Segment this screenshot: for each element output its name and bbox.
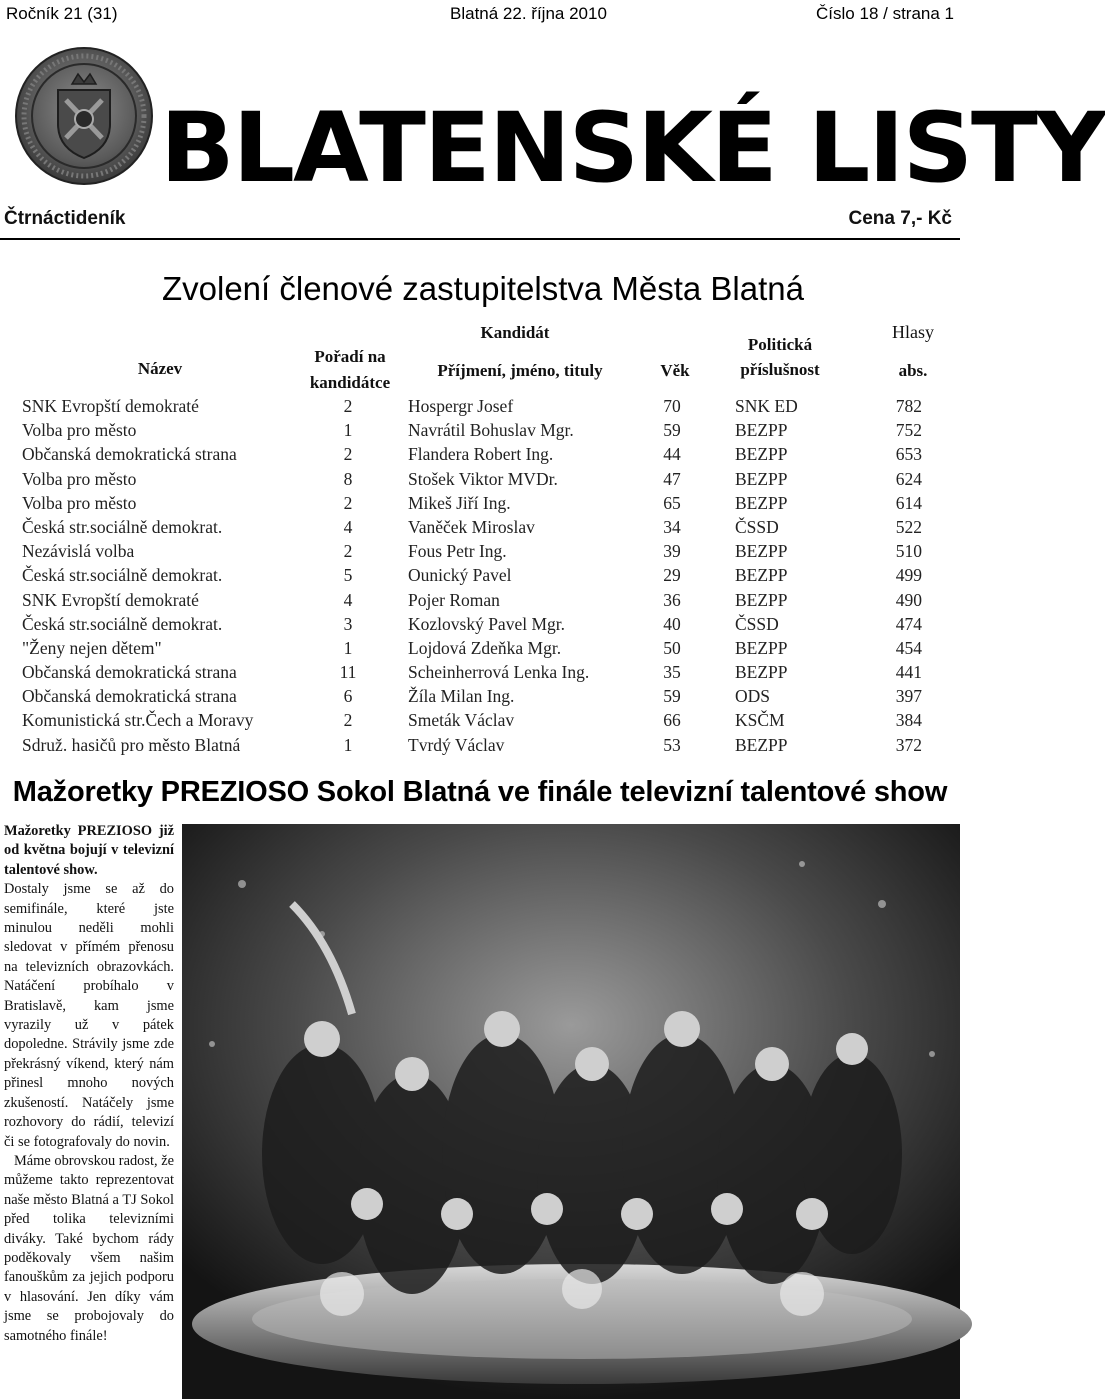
cell-name: Pojer Roman bbox=[408, 589, 500, 610]
header-divider bbox=[0, 238, 960, 240]
table-row bbox=[0, 590, 960, 614]
cell-age: 36 bbox=[663, 589, 681, 610]
cell-party: Nezávislá volba bbox=[22, 541, 135, 562]
cell-name: Tvrdý Václav bbox=[408, 734, 505, 755]
table-row bbox=[0, 541, 960, 565]
header-affiliation-line1: Politická bbox=[747, 335, 813, 354]
cell-votes: 397 bbox=[895, 686, 922, 707]
volume-label: Ročník 21 (31) bbox=[6, 4, 118, 23]
cell-affiliation: BEZPP bbox=[735, 541, 788, 562]
frequency-label: Čtrnáctideník bbox=[4, 208, 126, 229]
header-order-line2: kandidátce bbox=[309, 373, 391, 392]
cell-votes: 782 bbox=[895, 396, 922, 416]
cell-name: Smeták Václav bbox=[408, 710, 515, 731]
majorettes-photo bbox=[182, 824, 960, 1399]
cell-age: 66 bbox=[663, 710, 681, 731]
cell-party: Česká str.sociálně demokrat. bbox=[22, 516, 223, 537]
cell-age: 59 bbox=[663, 686, 681, 707]
cell-affiliation: ČSSD bbox=[735, 516, 779, 537]
cell-party: "Ženy nejen dětem" bbox=[22, 637, 162, 658]
cell-name: Mikeš Jiří Ing. bbox=[408, 492, 511, 513]
table-row bbox=[0, 420, 960, 444]
table-row bbox=[0, 493, 960, 517]
cell-order: 11 bbox=[339, 662, 357, 683]
masthead-title: BLATENSKÉ LISTY bbox=[160, 92, 1105, 204]
article-body bbox=[4, 822, 174, 1346]
table-row bbox=[0, 614, 960, 638]
cell-affiliation: ODS bbox=[735, 686, 771, 707]
table-row bbox=[0, 735, 960, 759]
cell-votes: 522 bbox=[895, 516, 922, 537]
table-row bbox=[0, 565, 960, 589]
cell-age: 34 bbox=[663, 516, 681, 537]
cell-order: 4 bbox=[343, 516, 353, 537]
article-title: Mažoretky PREZIOSO Sokol Blatná ve finále televizní talentové show bbox=[12, 776, 948, 808]
cell-party: Občanská demokratická strana bbox=[22, 686, 237, 707]
cell-order: 1 bbox=[343, 734, 353, 755]
cell-name: Flandera Robert Ing. bbox=[408, 444, 554, 465]
article-paragraph: Dostaly jsme se až do semifinále, které jste minulou neděli mohli sledovat v přímém přenosu na televizních obrazovkách. Natáčení probíhalo v Bratislavě, kam jsme vyrazily už v pátek dopoledne. Strávily jsme zde překrásný víkend, který nám přinesl mnoho nových zkušeností. Natáčely jsme rozhovory do rádií, televizí či se fotografovaly do novin. bbox=[4, 881, 174, 1150]
cell-age: 39 bbox=[663, 541, 681, 562]
cell-party: Komunistická str.Čech a Moravy bbox=[22, 710, 254, 731]
cell-name: Vaněček Miroslav bbox=[408, 516, 535, 537]
cell-order: 5 bbox=[343, 565, 353, 586]
cell-order: 2 bbox=[343, 541, 353, 562]
cell-affiliation: BEZPP bbox=[735, 420, 788, 441]
cell-name: Ounický Pavel bbox=[408, 565, 512, 586]
table-row bbox=[0, 517, 960, 541]
cell-age: 40 bbox=[663, 613, 681, 634]
cell-name: Scheinherrová Lenka Ing. bbox=[408, 662, 590, 683]
header-age: Věk bbox=[660, 361, 690, 380]
cell-party: Sdruž. hasičů pro město Blatná bbox=[22, 734, 241, 755]
cell-order: 1 bbox=[343, 637, 353, 658]
cell-name: Stošek Viktor MVDr. bbox=[408, 468, 558, 489]
cell-order: 6 bbox=[343, 686, 353, 707]
cell-votes: 624 bbox=[895, 468, 922, 489]
cell-affiliation: BEZPP bbox=[735, 444, 788, 465]
table-row bbox=[0, 638, 960, 662]
cell-order: 4 bbox=[343, 589, 353, 610]
header-party: Název bbox=[137, 359, 183, 378]
cell-affiliation: BEZPP bbox=[735, 589, 788, 610]
cell-order: 3 bbox=[343, 613, 353, 634]
cell-affiliation: BEZPP bbox=[735, 662, 788, 683]
cell-name: Hospergr Josef bbox=[408, 396, 514, 416]
cell-name: Kozlovský Pavel Mgr. bbox=[408, 613, 566, 634]
cell-affiliation: BEZPP bbox=[735, 734, 788, 755]
cell-name: Navrátil Bohuslav Mgr. bbox=[408, 420, 574, 441]
cell-party: Volba pro město bbox=[22, 492, 137, 513]
article-paragraph: Máme obrovskou radost, že můžeme takto reprezentovat naše město Blatná a TJ Sokol před tolika televizními diváky. Také bychom rády poděkovaly všem našim fanouškům za jejich podporu v hlasování. Jen díky vám jsme se probojovaly do samotného finále! bbox=[4, 1152, 174, 1344]
header-candidate-group: Kandidát bbox=[480, 323, 550, 342]
cell-votes: 490 bbox=[895, 589, 922, 610]
cell-party: Česká str.sociálně demokrat. bbox=[22, 613, 223, 634]
cell-party: Volba pro město bbox=[22, 420, 137, 441]
cell-votes: 510 bbox=[895, 541, 922, 562]
header-votes-line1: Hlasy bbox=[892, 322, 934, 342]
cell-party: Volba pro město bbox=[22, 468, 137, 489]
article-lead: Mažoretky PREZIOSO již od května bojují v televizní talentové show. bbox=[4, 823, 174, 878]
cell-affiliation: BEZPP bbox=[735, 468, 788, 489]
cell-affiliation: BEZPP bbox=[735, 637, 788, 658]
cell-order: 2 bbox=[343, 492, 353, 513]
cell-order: 8 bbox=[343, 468, 353, 489]
cell-party: SNK Evropští demokraté bbox=[22, 589, 199, 610]
cell-affiliation: BEZPP bbox=[735, 565, 788, 586]
cell-votes: 499 bbox=[895, 565, 922, 586]
cell-order: 2 bbox=[343, 444, 353, 465]
cell-party: Občanská demokratická strana bbox=[22, 444, 237, 465]
price-label: Cena 7,- Kč bbox=[848, 208, 952, 229]
cell-votes: 474 bbox=[895, 613, 922, 634]
cell-votes: 441 bbox=[895, 662, 922, 683]
table-row bbox=[0, 686, 960, 710]
table-row bbox=[0, 396, 960, 420]
cell-votes: 752 bbox=[895, 420, 922, 441]
cell-affiliation: SNK ED bbox=[735, 396, 798, 416]
cell-affiliation: KSČM bbox=[735, 710, 785, 731]
table-row bbox=[0, 662, 960, 686]
cell-order: 2 bbox=[343, 396, 353, 416]
cell-age: 53 bbox=[663, 734, 681, 755]
cell-votes: 653 bbox=[895, 444, 922, 465]
header-votes-line2: abs. bbox=[898, 361, 928, 380]
cell-order: 1 bbox=[343, 420, 353, 441]
cell-age: 29 bbox=[663, 565, 681, 586]
cell-party: SNK Evropští demokraté bbox=[22, 396, 199, 416]
cell-age: 35 bbox=[663, 662, 681, 683]
page-header bbox=[6, 4, 954, 26]
header-order-line1: Pořadí na bbox=[314, 347, 386, 366]
cell-votes: 372 bbox=[895, 734, 922, 755]
issue-label: Číslo 18 / strana 1 bbox=[816, 4, 954, 23]
cell-age: 65 bbox=[663, 492, 681, 513]
cell-age: 44 bbox=[663, 444, 681, 465]
cell-party: Česká str.sociálně demokrat. bbox=[22, 565, 223, 586]
table-row bbox=[0, 469, 960, 493]
date-label: Blatná 22. října 2010 bbox=[450, 4, 607, 23]
cell-age: 59 bbox=[663, 420, 681, 441]
header-name: Příjmení, jméno, tituly bbox=[437, 361, 603, 380]
table-row bbox=[0, 710, 960, 734]
table-title: Zvolení členové zastupitelstva Města Blatná bbox=[161, 270, 804, 307]
cell-age: 50 bbox=[663, 637, 681, 658]
cell-age: 70 bbox=[663, 396, 681, 416]
header-affiliation-line2: příslušnost bbox=[740, 360, 820, 379]
cell-name: Lojdová Zdeňka Mgr. bbox=[408, 637, 562, 658]
cell-votes: 614 bbox=[895, 492, 922, 513]
town-seal-icon bbox=[14, 46, 154, 186]
cell-order: 2 bbox=[343, 710, 353, 731]
cell-name: Fous Petr Ing. bbox=[408, 541, 507, 562]
cell-votes: 384 bbox=[895, 710, 922, 731]
cell-votes: 454 bbox=[895, 637, 922, 658]
cell-affiliation: ČSSD bbox=[735, 613, 779, 634]
cell-party: Občanská demokratická strana bbox=[22, 662, 237, 683]
results-table bbox=[0, 396, 960, 759]
cell-affiliation: BEZPP bbox=[735, 492, 788, 513]
table-row bbox=[0, 444, 960, 468]
cell-age: 47 bbox=[663, 468, 681, 489]
cell-name: Žíla Milan Ing. bbox=[408, 686, 515, 707]
